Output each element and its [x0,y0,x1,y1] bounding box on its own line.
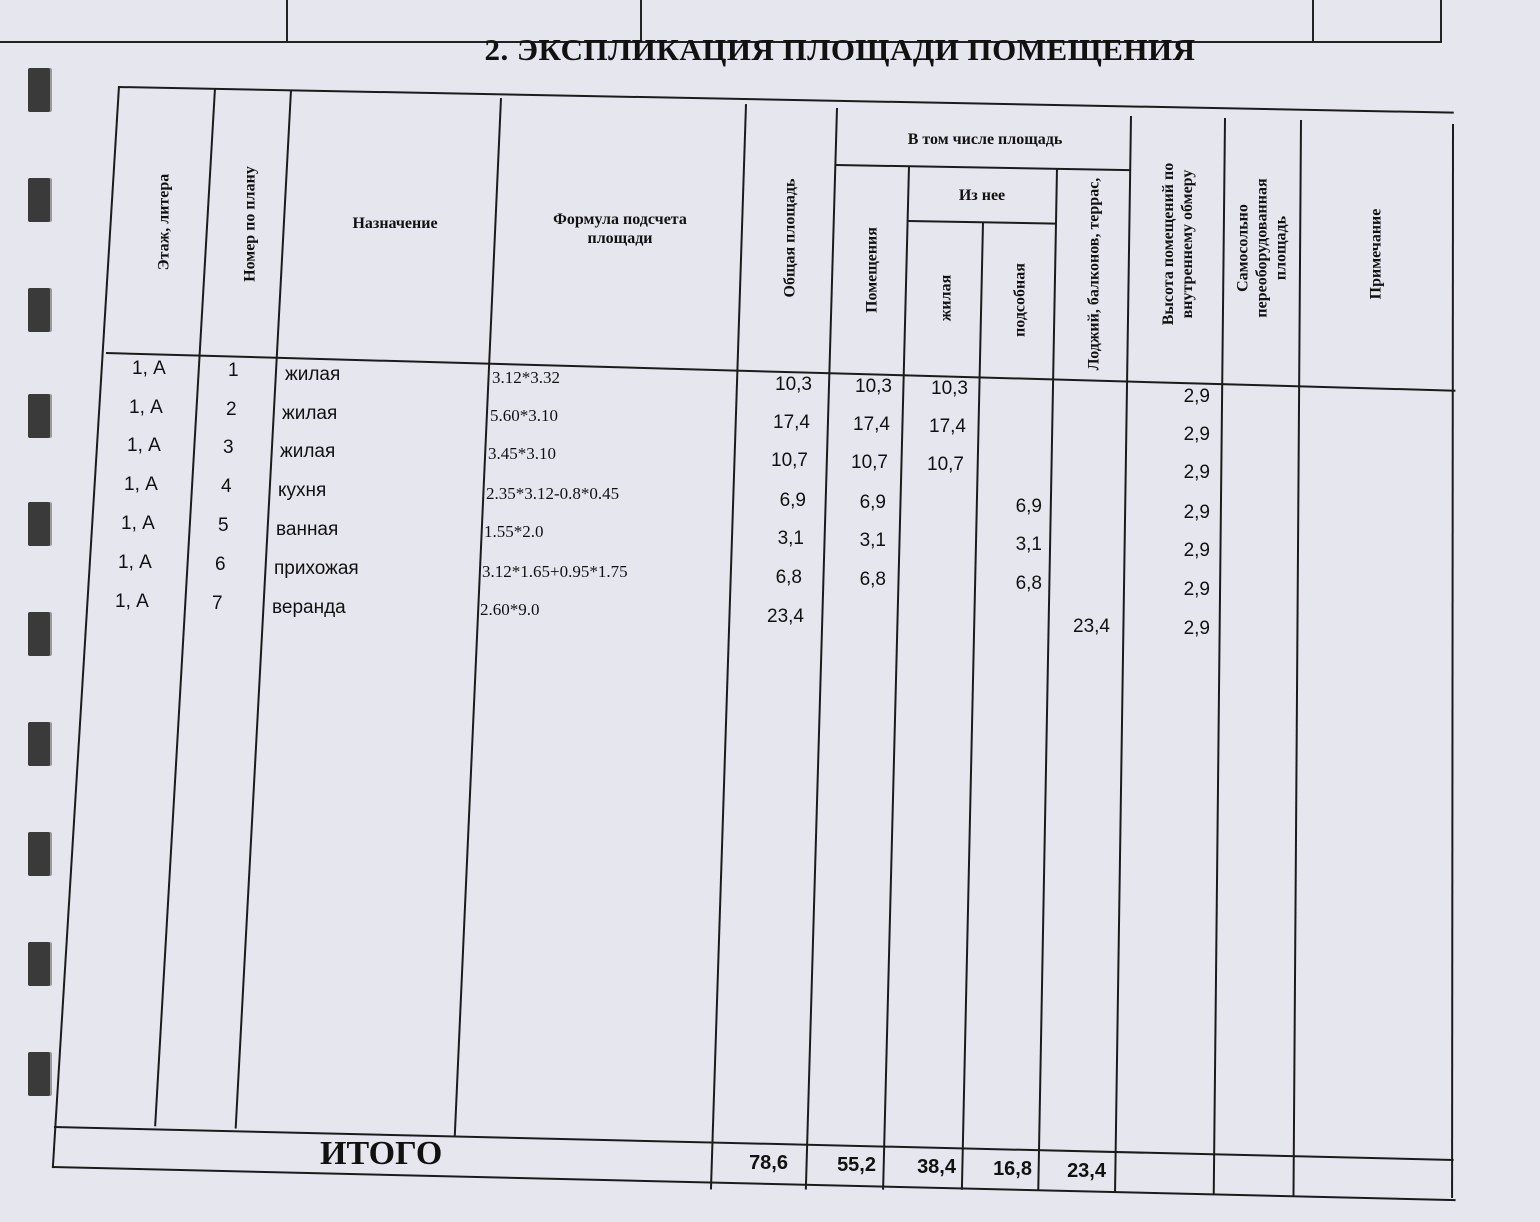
header-purpose: Назначение [352,215,438,232]
row2-formula: 5.60*3.10 [490,406,558,425]
col-border [710,104,747,1189]
totals-living: 38,4 [917,1156,956,1178]
row6-no: 6 [215,554,226,575]
row5-purpose: ванная [276,519,339,540]
row4-premises: 6,9 [859,492,886,513]
col-border [1292,120,1302,1196]
row1-no: 1 [228,360,239,381]
row7-loggia: 23,4 [1073,616,1110,637]
totals-total: 78,6 [749,1152,788,1174]
col-border [52,86,120,1168]
header-of-which: Из нее [958,187,1006,204]
row3-height: 2,9 [1183,462,1210,483]
row7-no: 7 [212,593,223,614]
row7-total: 23,4 [767,606,804,627]
header-formula: Формула подсчета площади [553,211,687,247]
totals-premises: 55,2 [837,1154,876,1176]
row4-no: 4 [221,476,232,497]
row1-floor: 1, А [132,358,166,379]
row4-total: 6,9 [779,490,806,511]
row2-premises: 17,4 [853,414,890,435]
row6-formula: 3.12*1.65+0.95*1.75 [482,562,628,581]
col-border [1451,124,1454,1198]
row6-premises: 6,8 [859,569,886,590]
row5-formula: 1.55*2.0 [484,522,544,541]
row3-floor: 1, А [127,435,161,456]
row2-no: 2 [226,399,237,420]
row2-purpose: жилая [282,403,338,424]
row2-total: 17,4 [773,412,810,433]
header-plan-no: Номер по плану [241,166,259,282]
row6-aux: 6,8 [1015,573,1042,594]
header-including: В том числе площадь [907,131,1063,148]
row1-total: 10,3 [775,374,812,395]
row3-no: 3 [223,437,234,458]
row6-purpose: прихожая [274,558,359,579]
row1-living: 10,3 [931,378,968,399]
row3-premises: 10,7 [851,452,888,473]
row1-purpose: жилая [285,364,341,385]
row7-floor: 1, А [115,591,149,612]
row6-height: 2,9 [1183,579,1210,600]
row4-purpose: кухня [278,480,327,501]
col-border [961,222,984,1190]
row5-aux: 3,1 [1015,534,1042,555]
header-self-converted: Самосольно переоборудованная площадь [1234,178,1290,318]
header-total-area: Общая площадь [781,178,799,298]
totals-aux: 16,8 [993,1158,1032,1180]
row7-formula: 2.60*9.0 [480,600,540,619]
header-living: жилая [937,274,955,322]
row4-aux: 6,9 [1015,496,1042,517]
page-title: 2. ЭКСПЛИКАЦИЯ ПЛОЩАДИ ПОМЕЩЕНИЯ [484,32,1196,67]
col-border [805,108,838,1190]
row6-floor: 1, А [118,552,152,573]
row4-height: 2,9 [1183,502,1210,523]
row5-floor: 1, А [121,513,155,534]
row3-living: 10,7 [927,454,964,475]
row3-total: 10,7 [771,450,808,471]
header-loggias: Лоджий, балконов, террас, [1085,177,1103,371]
row1-formula: 3.12*3.32 [492,368,560,387]
row4-floor: 1, А [124,474,158,495]
col-border [1114,116,1132,1192]
row7-purpose: веранда [272,597,346,618]
row5-height: 2,9 [1183,540,1210,561]
row4-formula: 2.35*3.12-0.8*0.45 [486,484,620,503]
row5-total: 3,1 [777,528,804,549]
row2-living: 17,4 [929,416,966,437]
col-border [1213,118,1226,1194]
header-floor: Этаж, литера [155,173,173,271]
row2-height: 2,9 [1183,424,1210,445]
row5-premises: 3,1 [859,530,886,551]
header-premises: Помещения [863,227,881,313]
including-sub-border [836,164,1130,171]
row1-height: 2,9 [1183,386,1210,407]
totals-loggia: 23,4 [1067,1160,1106,1182]
row3-formula: 3.45*3.10 [488,444,556,463]
totals-label: ИТОГО [320,1135,443,1172]
table-top-border [118,86,1454,114]
header-height: Высота помещений по внутреннему обмеру [1160,162,1196,326]
col-border [1037,168,1058,1190]
header-auxiliary: подсобная [1011,263,1029,337]
row7-height: 2,9 [1183,618,1210,639]
header-note: Примечание [1367,208,1385,300]
row2-floor: 1, А [129,397,163,418]
row6-total: 6,8 [775,567,802,588]
row1-premises: 10,3 [855,376,892,397]
row3-purpose: жилая [280,441,336,462]
col-border [882,166,910,1190]
row5-no: 5 [218,515,229,536]
